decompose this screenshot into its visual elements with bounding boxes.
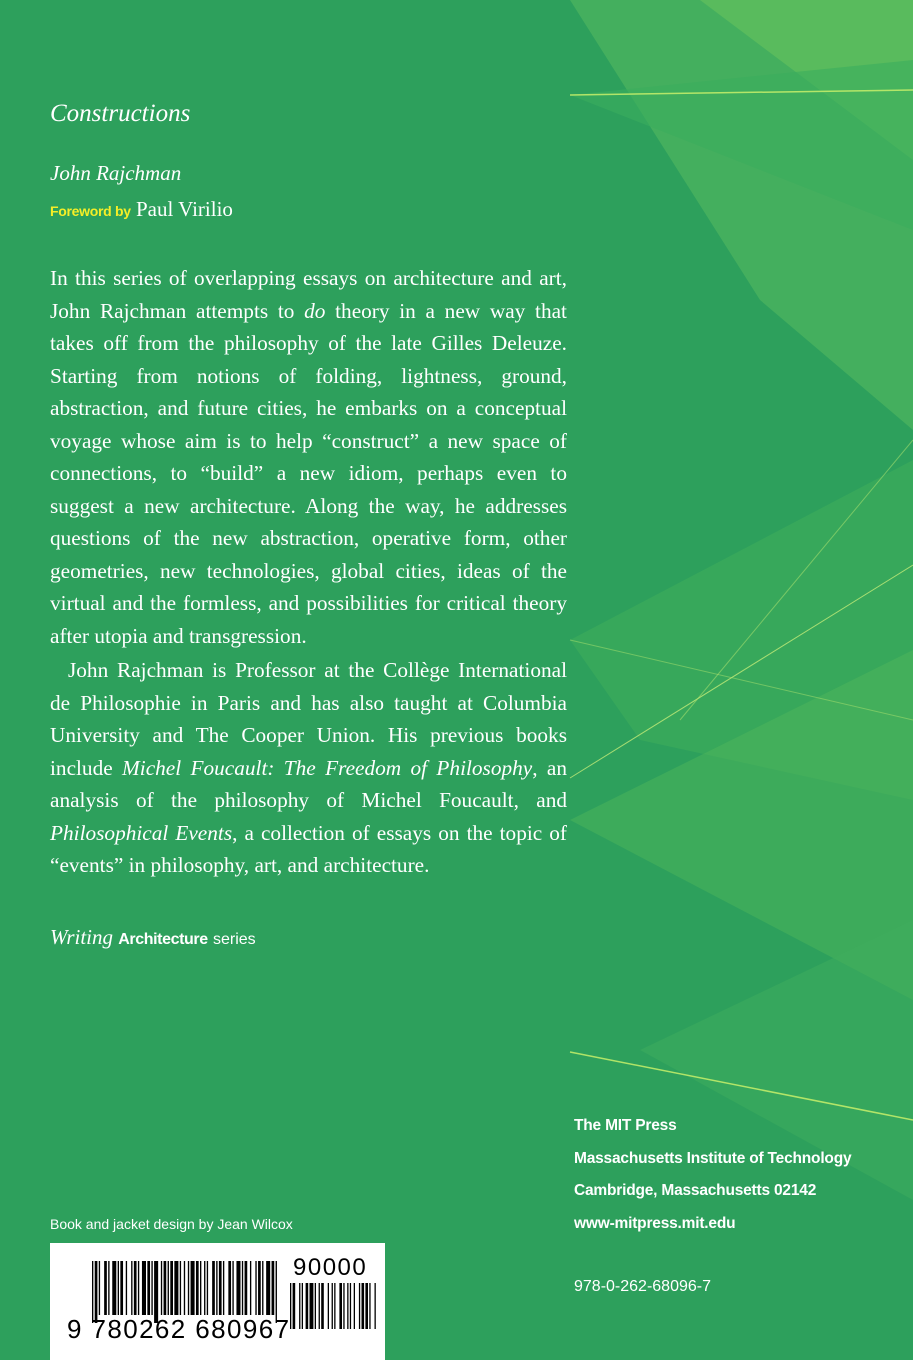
publisher-website: www-mitpress.mit.edu xyxy=(574,1214,736,1232)
barcode-bar xyxy=(255,1261,256,1315)
publisher-institution: Massachusetts Institute of Technology xyxy=(574,1149,852,1167)
foreword-author: Paul Virilio xyxy=(135,197,233,221)
barcode-bar xyxy=(138,1261,139,1315)
barcode-addon-bar xyxy=(328,1283,329,1329)
barcode-bar xyxy=(170,1261,173,1315)
barcode-bar xyxy=(142,1261,146,1315)
barcode-addon-bar xyxy=(293,1283,296,1329)
barcode-bar xyxy=(108,1261,109,1315)
barcode-bar xyxy=(204,1261,205,1315)
barcode-addon-bar xyxy=(365,1283,368,1329)
barcode-bar xyxy=(180,1261,181,1315)
barcode-addon-bar xyxy=(369,1283,370,1329)
barcode-bar xyxy=(262,1261,263,1315)
barcode-bar xyxy=(161,1261,162,1315)
publisher-name: The MIT Press xyxy=(574,1117,677,1134)
barcode xyxy=(50,1243,385,1360)
barcode-bar xyxy=(258,1261,261,1315)
description-paragraph-1: In this series of overlapping essays on architecture and art, John Rajchman attempts to do theory in a new way that takes off from the philosophy of the late Gilles Deleuze. Starting from notions of folding, lightness, ground, abstraction, and future cities, he embarks on a conceptual voyage whose aim is to help “construct” a new space of connections, to “build” a new idiom, perhaps even to suggest a new architecture. Along the way, he addresses questions of the new abstraction, operative form, other geometries, new technologies, global cities, ideas of the virtual and the formless, and possibilities for critical theory after utopia and transgression. xyxy=(50,266,567,648)
design-credit: Book and jacket design by Jean Wilcox xyxy=(50,1216,293,1232)
barcode-addon-bar xyxy=(375,1283,376,1329)
barcode-addon-bar xyxy=(359,1283,360,1329)
barcode-bar xyxy=(174,1261,178,1315)
publisher-block xyxy=(574,1110,851,1240)
barcode-bar xyxy=(236,1261,240,1315)
barcode-bar xyxy=(112,1261,116,1315)
barcode-addon-bar xyxy=(306,1283,309,1329)
barcode-addon-bar xyxy=(339,1283,342,1329)
barcode-bar xyxy=(131,1261,132,1315)
barcode-bar xyxy=(134,1261,137,1315)
barcode-digits: 9 780262 680967 xyxy=(67,1314,291,1344)
barcode-addon-bar xyxy=(362,1283,365,1329)
barcode-addon-bar xyxy=(299,1283,300,1329)
barcode-bar xyxy=(191,1261,195,1315)
barcode-addon-bar xyxy=(310,1283,314,1329)
series-name: Writing Architecture series xyxy=(50,925,256,949)
barcode-bar xyxy=(272,1261,275,1315)
barcode-bar xyxy=(99,1261,100,1315)
barcode-bar xyxy=(104,1261,107,1315)
barcode-addon-bar xyxy=(332,1283,333,1329)
barcode-bar xyxy=(219,1261,222,1315)
author-bio-paragraph: John Rajchman is Professor at the Collège International de Philosophie in Paris and has also taught at Columbia University and The Cooper Union. His previous books include Michel Foucault: The Freedom of Philosophy, an analysis of the philosophy of Michel Foucault, and Philosophical Events, a collection of essays on the topic of “events” in philosophy, art, and architecture. xyxy=(50,658,568,877)
barcode-bar xyxy=(232,1261,233,1315)
barcode-bar xyxy=(118,1261,119,1315)
author-name: John Rajchman xyxy=(50,161,182,185)
barcode-bar xyxy=(250,1261,251,1315)
barcode-bar xyxy=(200,1261,201,1315)
barcode-bar xyxy=(184,1261,185,1315)
barcode-bar xyxy=(126,1261,127,1315)
barcode-bar xyxy=(212,1261,215,1315)
barcode-bar xyxy=(216,1261,217,1315)
barcode-addon-bar xyxy=(302,1283,303,1329)
barcode-addon-bar xyxy=(319,1283,320,1329)
barcode-addon-bar xyxy=(354,1283,355,1329)
barcode-bar xyxy=(223,1261,224,1315)
barcode-bar xyxy=(196,1261,199,1315)
barcode-bar xyxy=(188,1261,189,1315)
barcode-bar xyxy=(147,1261,150,1315)
barcode-addon-bar xyxy=(343,1283,344,1329)
barcode-addon-bar xyxy=(347,1283,348,1329)
barcode-addon-bar xyxy=(334,1283,335,1329)
barcode-addon-bar xyxy=(321,1283,324,1329)
isbn: 978-0-262-68096-7 xyxy=(574,1278,711,1295)
foreword-label: Foreword by xyxy=(50,203,131,219)
barcode-addon-bar xyxy=(315,1283,316,1329)
foreword-line xyxy=(50,197,233,222)
barcode-bar xyxy=(245,1261,248,1315)
barcode-bar xyxy=(207,1261,208,1315)
publisher-address: Cambridge, Massachusetts 02142 xyxy=(574,1182,817,1199)
barcode-addon-digits: 90000 xyxy=(293,1254,368,1281)
barcode-bar xyxy=(120,1261,123,1315)
book-description xyxy=(50,262,567,882)
barcode-bar xyxy=(151,1261,152,1315)
barcode-bar xyxy=(164,1261,167,1315)
barcode-bar xyxy=(266,1261,270,1315)
barcode-bar xyxy=(228,1261,231,1315)
barcode-addon-bar xyxy=(350,1283,351,1329)
barcode-bar xyxy=(242,1261,243,1315)
book-title: Constructions xyxy=(50,100,191,127)
barcode-bar xyxy=(168,1261,169,1315)
